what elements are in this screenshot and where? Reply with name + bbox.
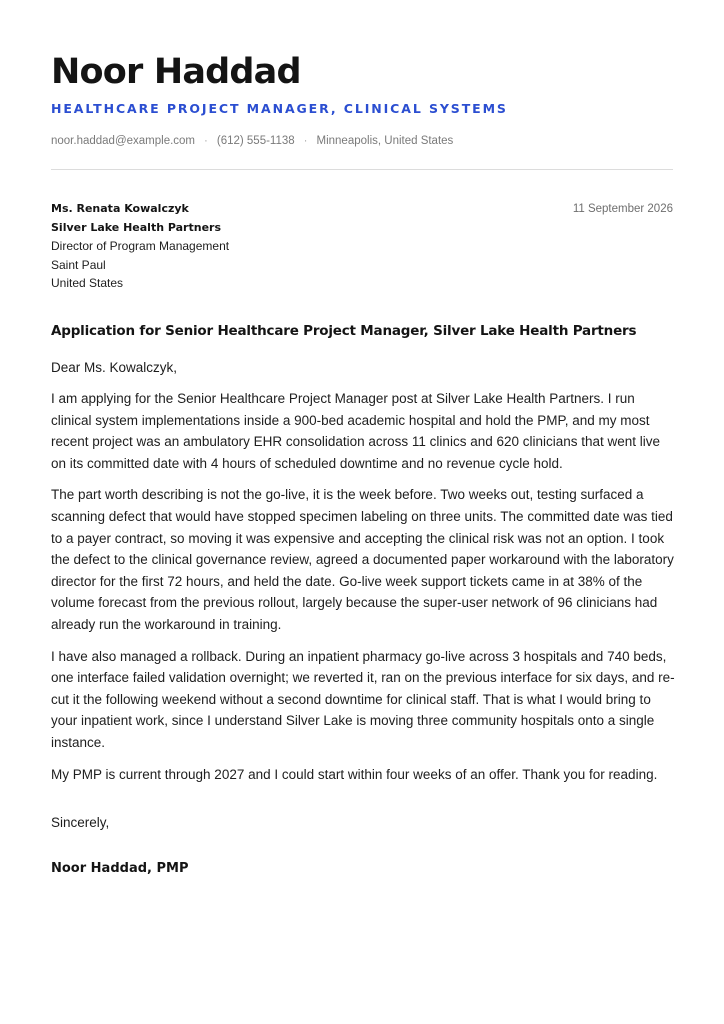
recipient-country: United States [51,276,124,290]
letter-paragraph: The part worth describing is not the go-live, it is the week before. Two weeks out, testing surfaced a scanning defect that would have stopped specimen labeling on three units. The committed date was tied to a payer contract, so moving it was expensive and accepting the clinical risk was not an option. I took the defect to the clinical governance review, agreed a documented paper workaround with the laboratory director for the first 72 hours, and held the date. Go-live week support tickets came in at 38% of the volume forecast from the previous rollout, largely because the super-user network of 96 clinicians had already run the workaround in training. [51,487,674,633]
recipient-position: Director of Program Management [51,239,230,253]
contact-separator: · [303,135,308,147]
letter-salutation: Dear Ms. Kowalczyk, [51,359,178,375]
header-divider [51,169,673,170]
contact-email: noor.haddad@example.com [51,135,196,147]
letter-paragraph: My PMP is current through 2027 and I could start within four weeks of an offer. Thank you for reading. [51,766,658,782]
letter-paragraph: I am applying for the Senior Healthcare Project Manager post at Silver Lake Health Partners. I run clinical system implementations inside a 900-bed academic hospital and hold the PMP, and my most recent project was an ambulatory EHR consolidation across 11 clinics and 620 clinicians that went live on its committed date with 4 hours of scheduled downtime and no revenue cycle hold. [51,391,661,471]
recipient-name: Ms. Renata Kowalczyk [51,202,189,215]
contact-location: Minneapolis, United States [316,135,454,147]
letter-signature: Noor Haddad, PMP [51,861,189,877]
contact-separator: · [204,135,208,147]
letter-closing: Sincerely, [51,815,110,831]
letter-date: 11 September 2026 [572,203,673,215]
recipient-block [51,200,673,293]
contact-phone: (612) 555-1138 [216,135,295,147]
applicant-name: Noor Haddad [51,52,301,92]
letter-subject: Application for Senior Healthcare Project Manager, Silver Lake Health Partners [51,322,637,339]
recipient-city: Saint Paul [51,257,106,272]
applicant-title: HEALTHCARE PROJECT MANAGER, CLINICAL SYSTEMS [51,101,508,116]
recipient-company: Silver Lake Health Partners [51,220,222,234]
letter-paragraph: I have also managed a rollback. During an inpatient pharmacy go-live across 3 hospitals and 740 beds, one interface failed validation overnight; we reverted it, ran on the previous interface for six days, and re-cut it the following weekend without a second downtime for clinical staff. That is what I would bring to your inpatient work, since I understand Silver Lake is moving three community hospitals onto a single instance. [51,648,675,750]
contact-line [51,133,673,149]
